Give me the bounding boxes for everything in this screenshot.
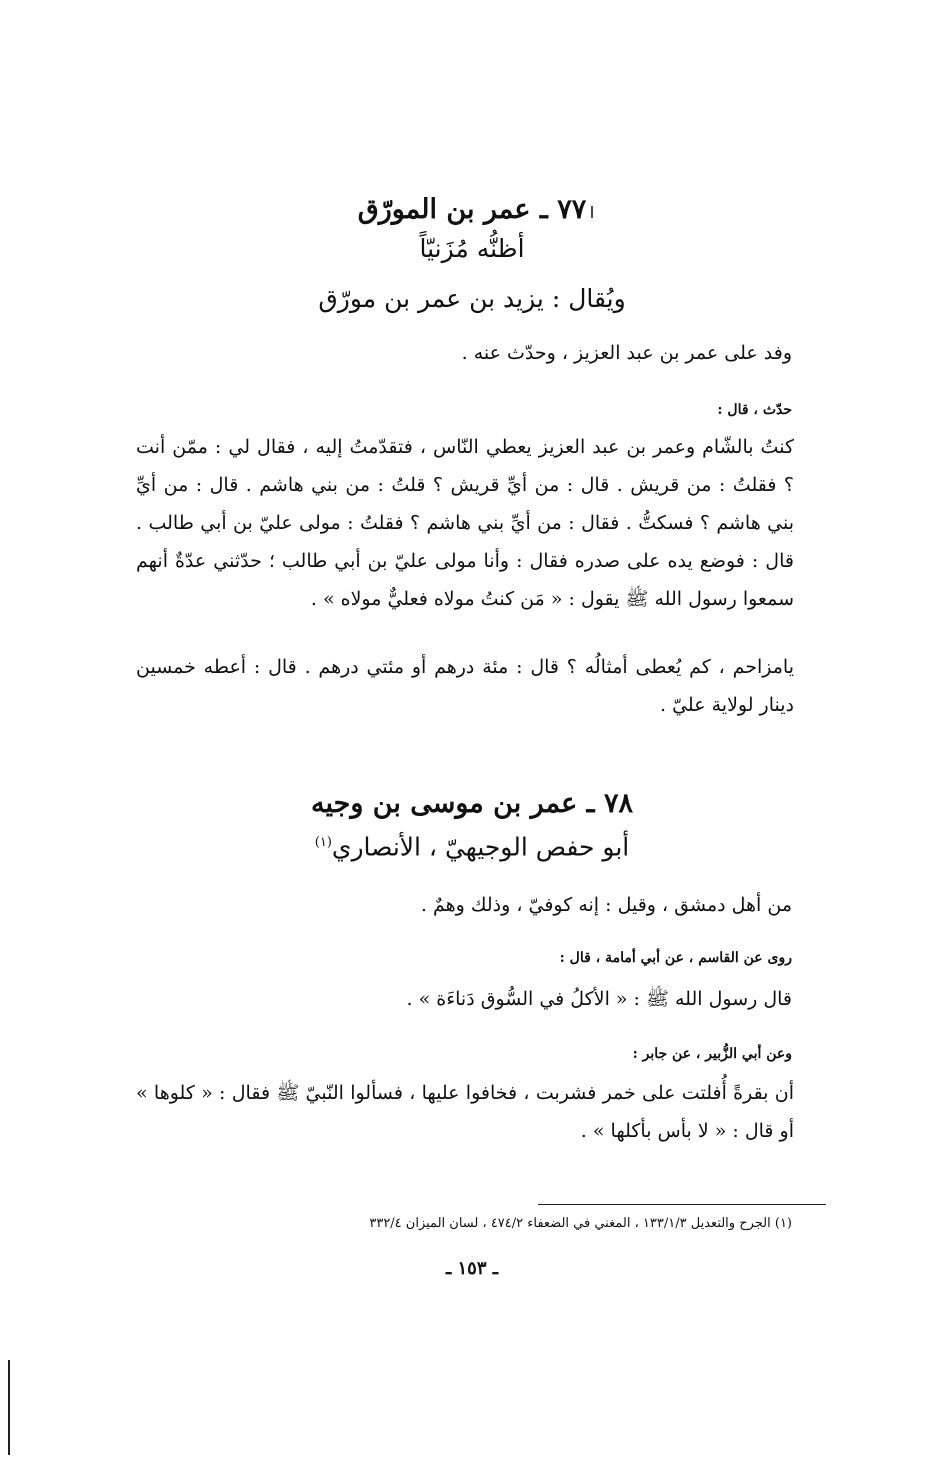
entry-78-subtitle: أبو حفص الوجيهيّ ، الأنصاري: [331, 832, 630, 862]
entry-77-title: ٧٧ ـ عمر بن المورّق: [357, 194, 587, 225]
footnote: (١) الجرح والتعديل ١٣٣/١/٣ ، المغني في الضعفاء ٤٧٤/٢ ، لسان الميزان ٣٣٢/٤: [369, 1216, 792, 1231]
entry-78-isnad-1: روى عن القاسم ، عن أبي أمامة ، قال :: [559, 950, 792, 966]
entry-77-narration: [136, 428, 794, 618]
entry-78-hadith-2-text: أن بقرةً أُفلتت على خمر فشربت ، فخافوا عليها ، فسألوا النّبيّ ﷺ فقال : « كلوها » أو قال : « لا بأس بأكلها » .: [136, 1082, 794, 1142]
entry-78-title: ٧٨ ـ عمر بن موسى بن وجيه: [311, 788, 633, 819]
entry-78-hadith-1: قال رسول الله ﷺ : « الأكلُ في السُّوق دَناءَة » .: [406, 988, 792, 1010]
footnote-ref: (١): [314, 835, 332, 850]
page-number: ـ ١٥٣ ـ: [445, 1258, 499, 1279]
entry-77-narration-2-text: يامزاحم ، كم يُعطى أمثالُه ؟ قال : مئة درهم أو مئتي درهم . قال : أعطه خمسين دينار لولاية عليّ .: [136, 656, 794, 716]
entry-78-hadith-2: [136, 1074, 794, 1150]
entry-78-bio: من أهل دمشق ، وقيل : إنه كوفيّ ، وذلك وهمٌ .: [420, 894, 792, 916]
entry-77-narration-text: كنتُ بالشّام وعمر بن عبد العزيز يعطي النّاس ، فتقدّمتُ إليه ، فقال لي : ممّن أنت ؟ فقلتُ : من قريش . قال : من أيِّ قريش ؟ قلتُ : من بني هاشم . قال : من أيِّ بني هاشم ؟ فسكتُّ . فقال : من أيِّ بني هاشم ؟ فقلتُ : مولى عليّ بن أبي طالب . قال : فوضع يده على صدره فقال : وأنا مولى عليّ بن أبي طالب ؛ حدّثني عدّةٌ أنهم سمعوا رسول الله ﷺ يقول : « مَن كنتُ مولاه فعليٌّ مولاه » .: [136, 436, 794, 610]
entry-77-subtitle: أظنُّه مُزَنيّاً: [419, 234, 525, 263]
scan-edge-mark: [8, 1360, 10, 1455]
entry-77-alt-name: ويُقال : يزيد بن عمر بن مورّق: [318, 284, 626, 313]
entry-77-isnad: حدّث ، قال :: [717, 402, 792, 418]
entry-78-subtitle-line: [0, 826, 944, 864]
entry-77-narration-2: [136, 648, 794, 724]
footnote-divider: [538, 1204, 826, 1205]
entry-77-bio: وفد على عمر بن عبد العزيز ، وحدّث عنه .: [461, 342, 792, 364]
entry-78-isnad-2: وعن أبي الزُّبير ، عن جابر :: [632, 1046, 792, 1062]
